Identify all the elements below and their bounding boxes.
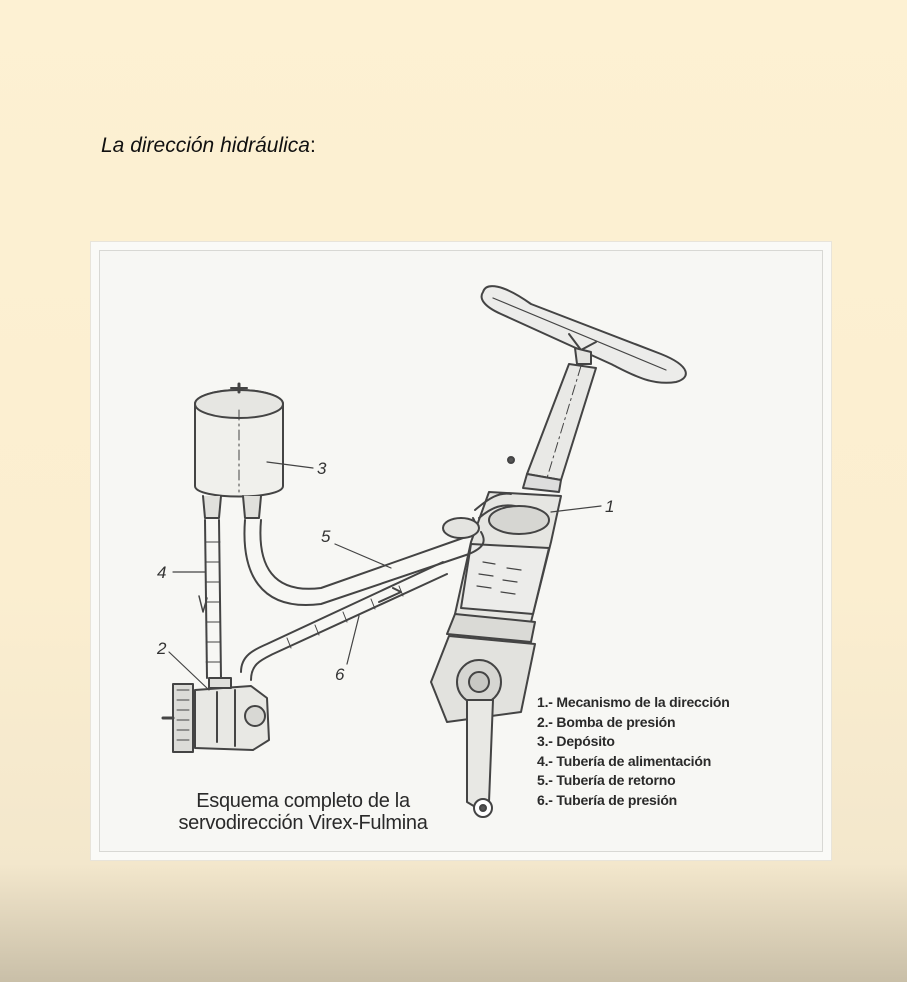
- label-3: 3: [317, 459, 327, 478]
- legend-item: 3.- Depósito: [537, 733, 615, 749]
- label-6: 6: [335, 665, 345, 684]
- label-4: 4: [157, 563, 167, 582]
- slide-title-text: La dirección hidráulica: [101, 134, 310, 157]
- pressure-pump: [163, 678, 269, 752]
- parts-legend: [537, 693, 827, 810]
- slide-title-colon: :: [309, 134, 316, 157]
- caption-line-1: Esquema completo de la: [196, 790, 410, 812]
- label-5: 5: [321, 527, 331, 546]
- power-steering-diagram: [91, 242, 831, 860]
- steering-column: [508, 348, 596, 492]
- reservoir: [195, 384, 283, 518]
- legend-item: 5.- Tubería de retorno: [537, 772, 676, 788]
- caption-line-2: servodirección Virex-Fulmina: [178, 812, 428, 834]
- slide-title: [101, 134, 316, 158]
- supply-line: [199, 520, 221, 678]
- legend-item: 1.- Mecanismo de la dirección: [537, 694, 730, 710]
- legend-item: 2.- Bomba de presión: [537, 713, 676, 730]
- legend-item: 4.- Tubería de alimentación: [537, 752, 712, 769]
- label-2: 2: [157, 639, 167, 658]
- label-1: 1: [605, 497, 615, 516]
- diagram-caption: [143, 790, 463, 834]
- legend-item: 6.- Tubería de presión: [537, 791, 678, 808]
